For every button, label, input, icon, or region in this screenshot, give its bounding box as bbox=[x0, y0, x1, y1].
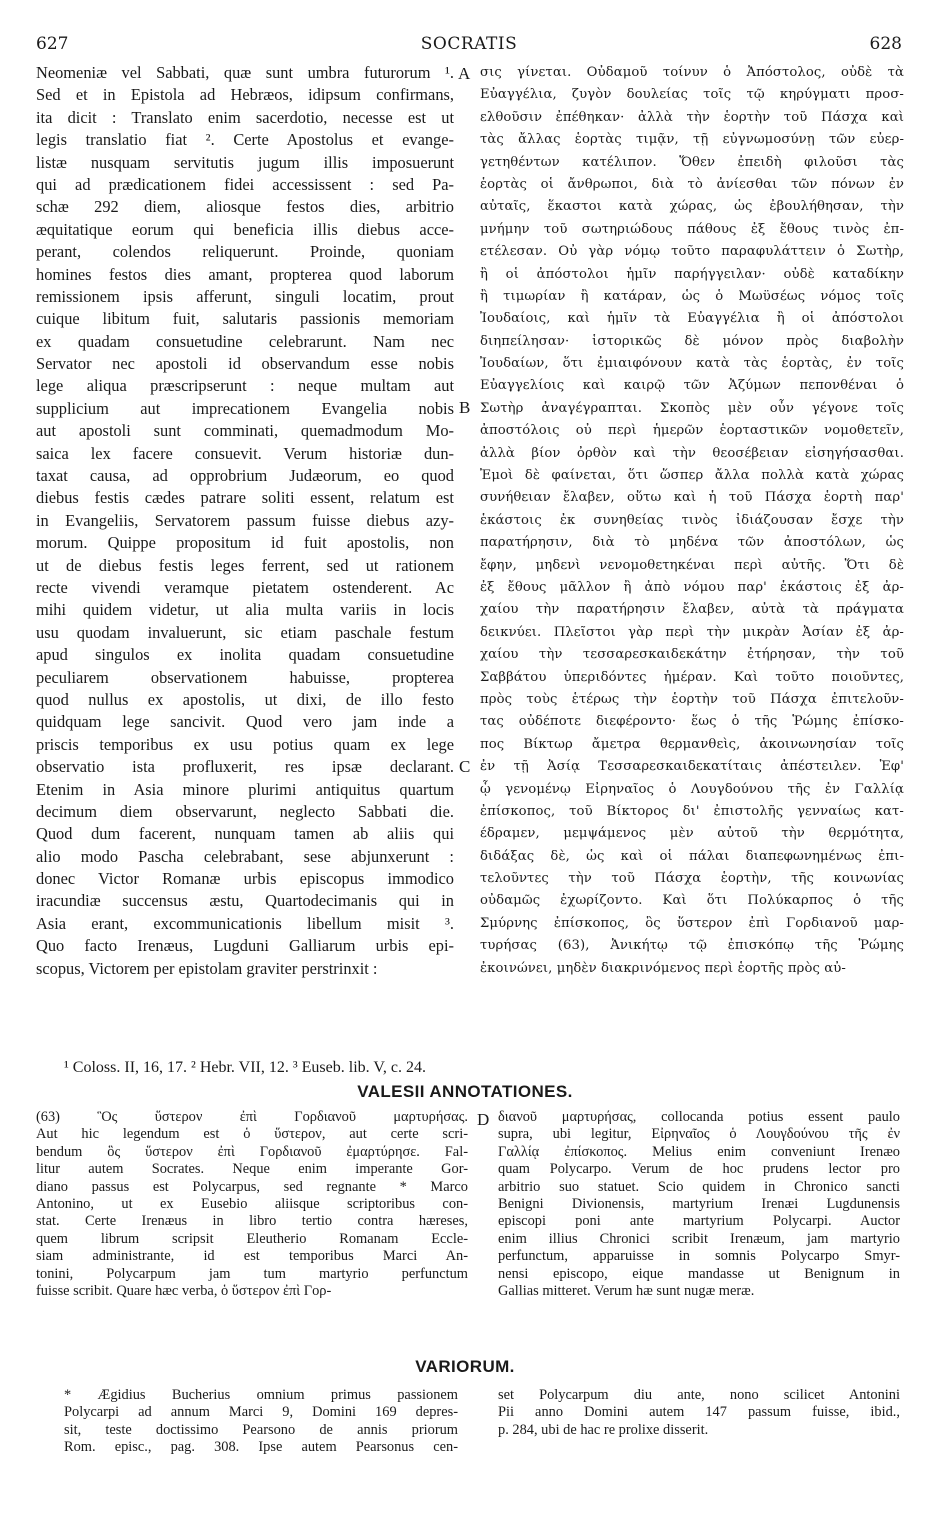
text-line: arbitrio suo statuet. Scio quidem in Chronico sancti bbox=[498, 1178, 900, 1195]
text-line: listæ nusquam servitutis jugum illis imposuerunt bbox=[36, 152, 454, 172]
text-line: morum. Quippe propositum id fuit apostolis, non bbox=[36, 533, 454, 553]
text-line: Neomeniæ vel Sabbati, quæ sunt umbra futurorum ¹. bbox=[36, 63, 454, 82]
text-line: Gallias mitteret. Verum hæ sunt nugæ meræ. bbox=[498, 1282, 755, 1299]
text-line: ἀλλὰ βίον ὀρθὸν καὶ τὴν θεοσέβειαν εἰσηγήσασθαι. bbox=[480, 445, 904, 461]
text-line: donec Victor Romanæ urbis episcopus immodico bbox=[36, 869, 454, 889]
text-line: stat. Certe Irenæus in libro tertio contra hæreses, bbox=[36, 1213, 468, 1230]
text-line: χαίου τὴν τεσσαρεσκαιδεκάτην ἐτήρησαν, τὴν τοῦ bbox=[480, 647, 904, 663]
text-line: ἐν τῇ Ἀσίᾳ Τεσσαρεσκαιδεκατίταις ἀπέστειλεν. Ἐφ' bbox=[480, 759, 904, 775]
text-line: Polycarpi ad annum Marci 9, Domini 169 depres- bbox=[64, 1404, 458, 1421]
annotations-right-column bbox=[498, 1109, 900, 1300]
text-line: recte vivendi veramque pietatem ostenderent. Ac bbox=[36, 577, 454, 597]
text-line: Antonino, ut ex Eusebio aliisque scriptoribus con- bbox=[36, 1195, 468, 1212]
text-line: iracundiæ succensus æstu, Quartodecimanis qui in bbox=[36, 891, 454, 911]
text-line: saica lex facere consuevit. Verum historiæ dun- bbox=[36, 443, 454, 463]
text-line: Σμύρνης ἐπίσκοπος, ὃς ὕστερον ἐπὶ Γορδιανοῦ μαρ- bbox=[480, 915, 904, 931]
text-line: ut de diebus festis leges ferrent, sed ut rationem bbox=[36, 555, 454, 575]
text-line: χαίου τὴν παρατήρησιν ἔλαβεν, αὐτὰ τὰ πράγματα bbox=[480, 602, 904, 618]
text-line: sit, teste doctissimo Pearsono de annis priorum bbox=[64, 1421, 458, 1438]
text-line: diano passus est Polycarpus, sed regnante * Marco bbox=[36, 1178, 468, 1195]
text-line: apud singulos ex inolita quadam consuetudine bbox=[36, 645, 454, 665]
text-line: supplicium aut imprecationem Evangelia nobis bbox=[36, 398, 454, 418]
footnotes: ¹ Coloss. II, 16, 17. ² Hebr. VII, 12. ³ Euseb. lib. V, c. 24. bbox=[64, 1059, 426, 1076]
annotations-left-column bbox=[36, 1109, 468, 1300]
text-line: ᾧ γενομένῳ Εἰρηναῖος ὁ Λουγδούνου τῆς ἐν Γαλλίᾳ bbox=[480, 781, 904, 797]
page-number-left: 627 bbox=[36, 34, 69, 54]
text-line: μνήμην τοῦ σωτηριώδους πάθους ἐξ ἔθους τινὸς ἐπ- bbox=[480, 221, 904, 237]
text-line: τας οὐδέποτε διεφέροντο· ἕως ὁ τῆς Ῥώμης ἐπίσκο- bbox=[480, 714, 904, 730]
variorum-heading: VARIORUM. bbox=[415, 1357, 515, 1376]
text-line: ἢ οἱ ἀπόστολοι ἡμῖν παρήγγειλαν· οὐδὲ καταδίκην bbox=[480, 266, 904, 282]
text-line: mihi quidem videtur, ut alia multa variis in locis bbox=[36, 600, 454, 620]
text-line: diebus festis cædes patrare soliti essent, relatum est bbox=[36, 488, 454, 508]
text-line: priscis temporibus ex usu potius quam ex lege bbox=[36, 734, 454, 754]
text-line: Benigni Divionensis, martyrium Irenæi Lugdunensis bbox=[498, 1195, 900, 1212]
text-line: Asia erant, excommunicationis libellum misit ³. bbox=[36, 913, 454, 933]
text-line: ἑκάστοις ἐκ συνηθείας τινὸς ἰδιάζουσαν ἔσχε τὴν bbox=[480, 512, 904, 528]
text-line: σις γίνεται. Οὐδαμοῦ τοίνυν ὁ Ἀπόστολος, οὐδὲ τὰ bbox=[480, 65, 904, 80]
text-line: διηπείλησαν· ἱστορικῶς δὲ μόνον πρὸς διαβολὴν bbox=[480, 333, 904, 349]
text-line: ελθοῦσιν ἐπέθηκαν· ἀλλὰ τὴν ἑορτὴν τοῦ Πάσχα καὶ bbox=[480, 109, 904, 125]
text-line: fuisse scribit. Quare hæc verba, ὁ ὕστερον ἐπὶ Γορ- bbox=[36, 1282, 332, 1299]
text-line: observatio ista profluxerit, res ipsæ declarant. bbox=[36, 757, 454, 777]
text-line: ita dicit : Translato enim sacerdotio, necesse est ut bbox=[36, 107, 454, 127]
text-line: διδάξας δὲ, ὡς καὶ οἱ πάλαι διαπεφωνημένως ἐπι- bbox=[480, 848, 904, 864]
text-line: ἢ τιμωρίαν ἢ κατάραν, ὡς ὁ Μωϋσέως νόμος τοῖς bbox=[480, 288, 904, 304]
text-line: enim illius Chronici scribit Irenæum, jam martyrio bbox=[498, 1230, 900, 1247]
text-line: aut apostoli sunt comminati, quemadmodum Mo- bbox=[36, 421, 454, 441]
text-line: litur autem Socrates. Neque enim imperante Gor- bbox=[36, 1161, 468, 1178]
text-line: in Evangeliis, Servatorem passum fuisse diebus azy- bbox=[36, 510, 454, 530]
text-line: διανοῦ μαρτυρήσας, collocanda potius essent paulo bbox=[498, 1109, 900, 1125]
text-line: ἐξ ἔθους μᾶλλον ἢ ἀπὸ νόμου παρ' ἑκάστοις ἐξ ἀρ- bbox=[480, 579, 904, 595]
text-line: Σαββάτου ὑπεριδόντες ἡμέραν. Καὶ τοῦτο ποιοῦντες, bbox=[480, 669, 904, 685]
text-line: decimum diem observarunt, neglecto Sabbati die. bbox=[36, 801, 454, 821]
text-line: alio modo Pascha celebrabant, sese abjunxerunt : bbox=[36, 846, 454, 866]
text-line: Rom. episc., pag. 308. Ipse autem Pearsonus cen- bbox=[64, 1439, 458, 1456]
text-line: πρὸς τοὺς ἑτέρως τὴν ἑορτὴν τοῦ Πάσχα ἐπιτελοῦν- bbox=[480, 691, 904, 707]
text-line: συνήθειαν ἔλαβεν, οὕτω καὶ ἡ τοῦ Πάσχα ἑορτὴ παρ' bbox=[480, 490, 904, 506]
text-line: siam administrante, id est temporibus Marci An- bbox=[36, 1248, 468, 1265]
text-line: episcopi poni ante martyrium Polycarpi. Auctor bbox=[498, 1213, 900, 1230]
text-line: τελοῦντες τὴν τοῦ Πάσχα ἑορτὴν, τῆς κοινωνίας bbox=[480, 871, 904, 887]
text-line: bendum ὃς ὕστερον ἐπὶ Γορδιανοῦ ἐμαρτύρησε. Fal- bbox=[36, 1143, 468, 1160]
text-line: ἑορτὰς οἱ ἄνθρωποι, διὰ τὸ ἀνίεσθαι τῶν πόνων ἐν bbox=[480, 176, 904, 192]
text-line: tonini, Polycarpum jam tum martyrio perfunctum bbox=[36, 1265, 468, 1282]
text-line: peculiarem observationem habuisse, propterea bbox=[36, 667, 454, 687]
text-line: schæ 292 diem, aliosque festos dies, arbitrio bbox=[36, 197, 454, 217]
text-line: taxat causa, ad opprobrium Judæorum, eo quod bbox=[36, 466, 454, 486]
text-line: p. 284, ubi de hac re prolixe disserit. bbox=[498, 1421, 709, 1438]
margin-letter-a: A bbox=[458, 64, 471, 83]
text-line: qui ad prædicationem fidei accessissent : sed Pa- bbox=[36, 174, 454, 194]
text-line: Ἰουδαίων, ὅτι ἐμιαιφόνουν κατὰ τὰς ἑορτὰς, ἐν τοῖς bbox=[480, 356, 904, 372]
text-line: δεικνύει. Πλεῖστοι γὰρ περὶ τὴν μικρὰν Ἀσίαν ἐξ ἀρ- bbox=[480, 624, 904, 640]
text-line: remissionem ipsis afferunt, singuli locatim, prout bbox=[36, 286, 454, 306]
text-line: quam Polycarpo. Verum de hoc prudens lector pro bbox=[498, 1161, 900, 1178]
text-line: Sed et in Epistola ad Hebræos, idipsum confirmans, bbox=[36, 85, 454, 105]
text-line: έδραμεν, μεμψάμενος μὲν αὐτοῦ τὴν θερμότητα, bbox=[480, 826, 904, 842]
text-line: Quo facto Irenæus, Lugduni Galliarum urbis epi- bbox=[36, 936, 454, 956]
text-line: cuique libitum fuit, salutaris passionis memoriam bbox=[36, 309, 454, 329]
text-line: Ἐμοὶ δὲ φαίνεται, ὅτι ὥσπερ ἄλλα πολλὰ κατὰ χώρας bbox=[480, 468, 904, 484]
text-line: quidquam lege sancivit. Quod vero jam inde a bbox=[36, 712, 454, 732]
variorum-left-column bbox=[64, 1387, 458, 1457]
text-line: perant, colendos reliquerunt. Proinde, quoniam bbox=[36, 242, 454, 262]
margin-letter-c: C bbox=[459, 757, 471, 776]
text-line: οὐδαμῶς ἐχωρίζοντο. Καὶ ὅτι Πολύκαρπος ὁ τῆς bbox=[480, 893, 904, 909]
text-line: ἐκοινώνει, μηδὲν διακρινόμενος περὶ ἑορτῆς πρὸς αὐ- bbox=[480, 960, 846, 976]
running-header bbox=[36, 34, 902, 56]
text-line: Quod dum facerent, nunquam tamen ab aliis qui bbox=[36, 824, 454, 844]
margin-letter-d: D bbox=[477, 1110, 490, 1129]
text-line: Servator nec apostoli id observandum esse nobis bbox=[36, 354, 454, 374]
text-line: ἐπίσκοπος, τοῦ Βίκτορος δι' ἐπιστολῆς γενναίως κατ- bbox=[480, 803, 904, 819]
text-line: ετέλεσαν. Οὐ γὰρ νόμῳ τοῦτο παραφυλάττειν ὁ Σωτὴρ, bbox=[480, 244, 904, 260]
text-line: Ἰουδαίοις, καὶ ἡμῖν τὰ Εὐαγγέλια ἢ οἱ ἀπόστολοι bbox=[480, 311, 904, 327]
text-line: (63) Ὃς ὕστερον ἐπὶ Γορδιανοῦ μαρτυρήσας. bbox=[36, 1109, 468, 1125]
text-line: æquitatique eorum qui beneficia illis diebus acce- bbox=[36, 219, 454, 239]
text-line: Etenim in Asia minore plurimi antiquitus quartum bbox=[36, 779, 454, 799]
text-line: Σωτὴρ ἀναγέγραπται. Σκοπὸς μὲν οὖν γέγονε τοῖς bbox=[480, 400, 904, 416]
text-line: αὐταῖς, ἕκαστοι κατὰ χώρας, ὡς ἐβουλήθησαν, τὴν bbox=[480, 199, 904, 215]
text-line: set Polycarpum diu ante, nono scilicet Antonini bbox=[498, 1387, 900, 1403]
text-line: Pii anno Domini autem 147 passum fuisse, ibid., bbox=[498, 1404, 900, 1421]
text-line: nensi episcopo, eique mandasse ut Benignum in bbox=[498, 1265, 900, 1282]
text-line: Aut hic legendum est ὁ ὕστερον, aut certe scri- bbox=[36, 1126, 468, 1143]
text-line: πος Βίκτωρ ἄμετρα θερμανθεὶς, ἀκοινωνησίαν τοῖς bbox=[480, 736, 904, 752]
text-line: * Ægidius Bucherius omnium primus passionem bbox=[64, 1387, 458, 1403]
text-line: παρατήρησιν, διὰ τὸ μηδένα τῶν ἀποστόλων, ὡς bbox=[480, 535, 904, 551]
text-line: τυρήσας (63), Ἀνικήτῳ τῷ ἐπισκόπῳ τῆς Ῥώμης bbox=[480, 938, 904, 954]
running-title: SOCRATIS bbox=[420, 34, 518, 54]
latin-column bbox=[36, 62, 454, 980]
annotations-heading: VALESII ANNOTATIONES. bbox=[357, 1082, 573, 1101]
text-line: scopus, Victorem per epistolam graviter perstrinxit : bbox=[36, 958, 378, 978]
text-line: Εὐαγγέλια, ζυγὸν δουλείας τοῖς τῷ κηρύγματι προσ- bbox=[480, 87, 904, 103]
text-line: perfunctum, apparuisse in somnis Polycarpo Smyr- bbox=[498, 1248, 900, 1265]
variorum-right-column bbox=[498, 1387, 900, 1439]
text-line: legis translatio fiat ². Certe Apostolus et evange- bbox=[36, 130, 454, 150]
text-line: lege aliqua præscripserunt : neque multam aut bbox=[36, 376, 454, 396]
text-line: γετηθέντων κατέλιπον. Ὅθεν ἐπειδὴ φιλοῦσι τὰς bbox=[480, 154, 904, 170]
text-line: ex quadam consuetudine celebrarunt. Nam nec bbox=[36, 331, 454, 351]
page-number-right: 628 bbox=[869, 34, 902, 54]
text-line: quem librum scripsit Eleutherio Romanam Eccle- bbox=[36, 1230, 468, 1247]
text-line: supra, ubi legitur, Εἰρηναῖος ὁ Λουγδούνου τῆς ἐν bbox=[498, 1126, 900, 1143]
text-line: τὰς ἄλλας ἑορτὰς τιμᾷν, τῇ εὐγνωμοσύνῃ τῶν εὐερ- bbox=[480, 132, 904, 148]
text-line: ἀποστόλοις οὐ περὶ ἡμερῶν ἑορταστικῶν νομοθετεῖν, bbox=[480, 423, 904, 439]
text-line: ἔφην, μηδενὶ νενομοθετηκέναι περὶ αὐτῆς. Ὅτι δὲ bbox=[480, 557, 904, 573]
text-line: homines festos dies amant, propterea quod laborum bbox=[36, 264, 454, 284]
text-line: Εὐαγγελίοις καὶ καιρῷ τῶν Ἀζύμων πεπονθέναι ὁ bbox=[480, 378, 904, 394]
text-line: quod nullus ex apostolis, ut dixi, de illo festo bbox=[36, 689, 454, 709]
text-line: Γαλλίᾳ ἐπίσκοπος. Melius enim conveniunt Irenæo bbox=[498, 1143, 900, 1160]
margin-letter-b: B bbox=[459, 398, 471, 417]
text-line: usu quodam invaluerunt, sic etiam paschale festum bbox=[36, 622, 454, 642]
greek-column bbox=[480, 62, 904, 980]
